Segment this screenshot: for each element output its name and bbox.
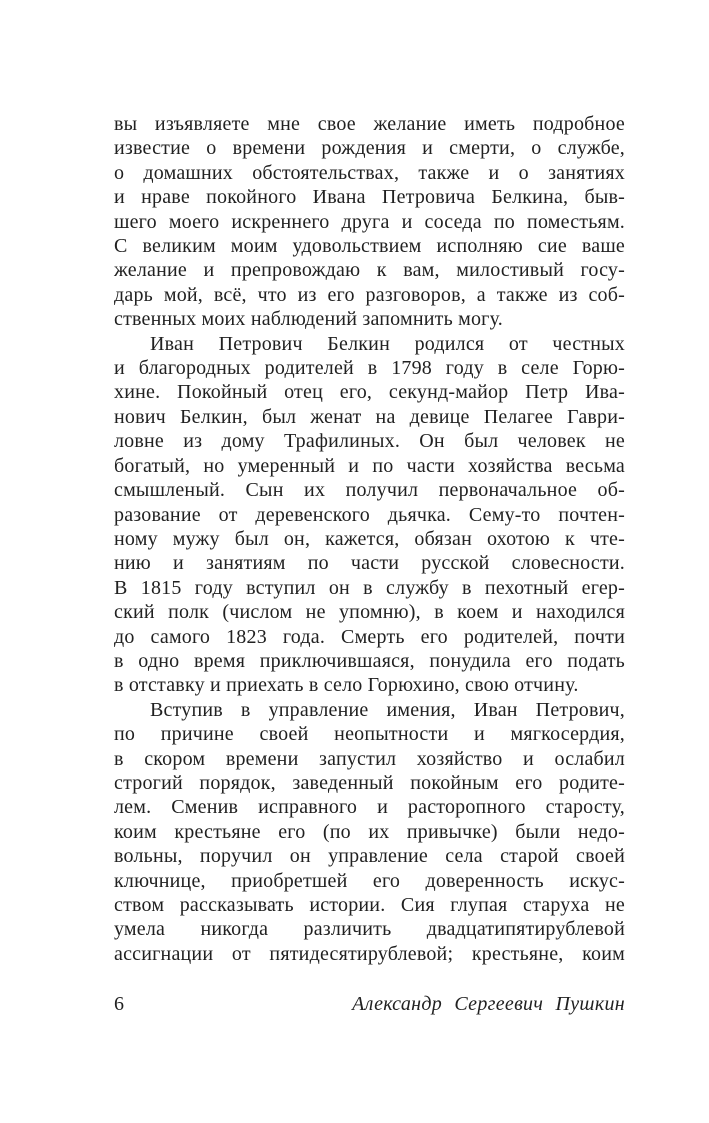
text-line: в одно время приключившаяся, понудила его подать — [114, 649, 625, 672]
text-line: и нраве покойного Ивана Петровича Белкина, быв- — [114, 186, 625, 209]
text-line: лем. Сменив исправного и расторопного старосту, — [114, 796, 625, 819]
text-line: умела никогда различить двадцатипятирублевой — [114, 918, 625, 941]
text-line: желание и препровождаю к вам, милостивый госу- — [114, 259, 625, 282]
page-footer — [114, 992, 625, 1016]
text-line: нович Белкин, был женат на девице Пелагее Гаври- — [114, 405, 625, 428]
text-line: вольны, поручил он управление села старой своей — [114, 845, 625, 868]
text-line: ловне из дому Трафилиных. Он был человек не — [114, 430, 625, 453]
text-line: ский полк (числом не упомню), в коем и находился — [114, 601, 625, 624]
body-text — [114, 112, 625, 966]
text-line: В 1815 году вступил он в службу в пехотный егер- — [114, 576, 625, 599]
text-line: шего моего искреннего друга и соседа по поместьям. — [114, 210, 625, 233]
text-line: до самого 1823 года. Смерть его родителей, почти — [114, 625, 625, 648]
text-line: по причине своей неопытности и мягкосердия, — [114, 723, 625, 746]
text-line: разование от деревенского дьячка. Сему-то почтен- — [114, 503, 625, 526]
text-line: ственных моих наблюдений запомнить могу. — [114, 308, 503, 331]
text-line: богатый, но умеренный и по части хозяйства весьма — [114, 454, 625, 477]
text-line: смышленый. Сын их получил первоначальное об- — [114, 479, 625, 502]
text-line: строгий порядок, заведенный покойным его родите- — [114, 771, 625, 794]
text-line: коим крестьяне его (по их привычке) были недо- — [114, 820, 625, 843]
text-line: и благородных родителей в 1798 году в селе Горю- — [114, 357, 625, 380]
text-line: ключнице, приобретшей его доверенность искус- — [114, 869, 625, 892]
text-line: о домашних обстоятельствах, также и о занятиях — [114, 161, 625, 184]
text-line: ассигнации от пятидесятирублевой; крестьяне, коим — [114, 942, 625, 965]
text-line: дарь мой, всё, что из его разговоров, а также из соб- — [114, 283, 625, 306]
text-line: Иван Петрович Белкин родился от честных — [150, 332, 625, 355]
page-number: 6 — [114, 993, 124, 1015]
text-line: хине. Покойный отец его, секунд-майор Петр Ива- — [114, 381, 625, 404]
text-line: Вступив в управление имения, Иван Петрович, — [150, 698, 625, 721]
text-line: нию и занятиям по части русской словесности. — [114, 552, 625, 575]
text-line: ством рассказывать истории. Сия глупая старуха не — [114, 894, 625, 916]
author-name: Александр Сергеевич Пушкин — [352, 993, 625, 1015]
text-line: С великим моим удовольствием исполняю сие ваше — [114, 235, 625, 258]
text-line: вы изъявляете мне свое желание иметь подробное — [114, 113, 625, 135]
text-line: ному мужу был он, кажется, обязан охотою к чте- — [114, 527, 625, 550]
text-line: в отставку и приехать в село Горюхино, свою отчину. — [114, 674, 579, 697]
text-line: известие о времени рождения и смерти, о службе, — [114, 137, 625, 160]
text-line: в скором времени запустил хозяйство и ослабил — [114, 747, 625, 770]
